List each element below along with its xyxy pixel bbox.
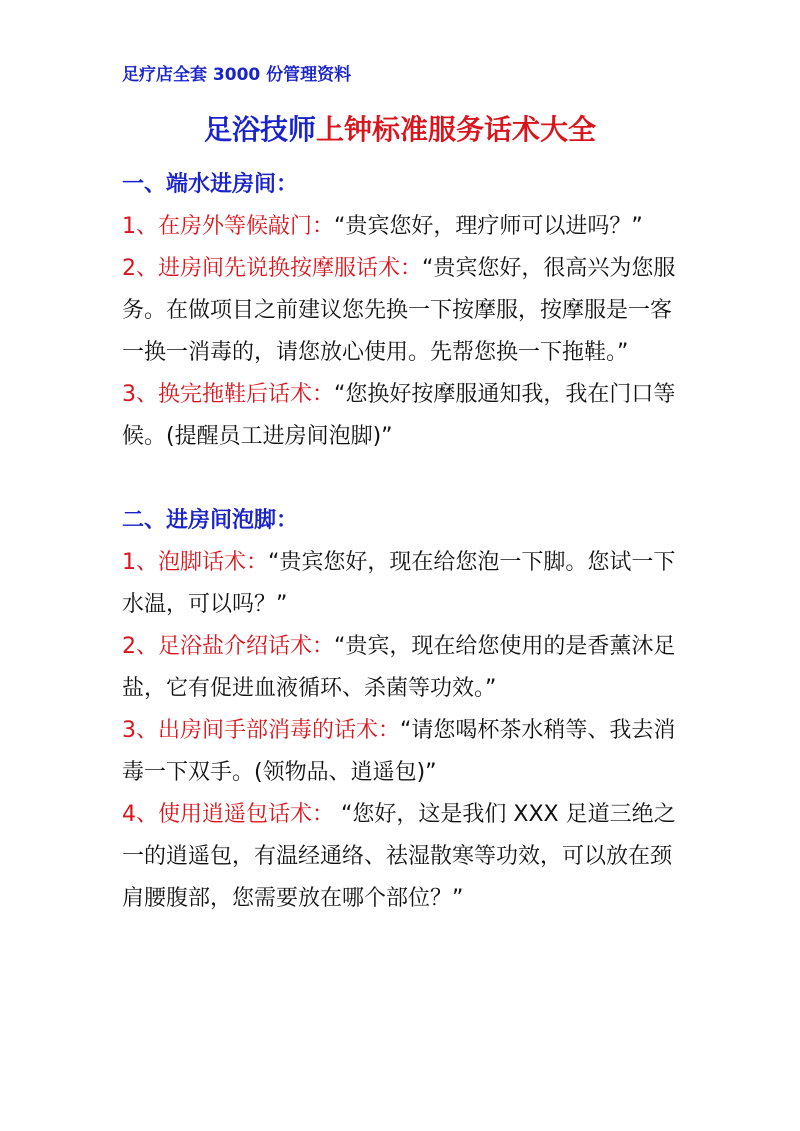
list-item <box>122 710 692 794</box>
top-note: 足疗店全套 3000 份管理资料 <box>122 65 352 85</box>
item-text: “贵宾，现在给您使用的是香薰沐足盐，它有促进血液循环、杀菌等功效。” <box>122 634 676 701</box>
item-text: “您好，这是我们 XXX 足道三绝之一的逍遥包，有温经通络、祛湿散寒等功效，可以放在颈肩腰腹部，您需要放在哪个部位？” <box>122 802 676 911</box>
item-label: 4、使用逍遥包话术： <box>122 802 334 827</box>
page-title <box>0 110 800 150</box>
item-label: 3、出房间手部消毒的话术： <box>122 718 400 743</box>
item-text: “贵宾您好，理疗师可以进吗？” <box>334 214 643 239</box>
section-spacer <box>122 458 692 500</box>
list-item <box>122 374 692 458</box>
item-label: 1、泡脚话术： <box>122 550 268 575</box>
item-label: 1、在房外等候敲门： <box>122 214 334 239</box>
item-label: 3、换完拖鞋后话术： <box>122 382 334 407</box>
document-body <box>122 164 692 920</box>
title-red-part: 上钟标准服务话术大全 <box>316 113 597 146</box>
item-text: “贵宾您好，现在给您泡一下脚。您试一下水温，可以吗？” <box>122 550 676 617</box>
item-label: 2、足浴盐介绍话术： <box>122 634 334 659</box>
list-item <box>122 206 692 248</box>
list-item <box>122 794 692 920</box>
item-text: “贵宾您好，很高兴为您服务。在做项目之前建议您先换一下按摩服，按摩服是一客一换一消毒的，请您放心使用。先帮您换一下拖鞋。” <box>122 256 676 365</box>
title-blue-part: 足浴技师 <box>203 113 316 146</box>
section-heading-2: 二、进房间泡脚： <box>122 508 299 533</box>
item-label: 2、进房间先说换按摩服话术： <box>122 256 422 281</box>
list-item <box>122 626 692 710</box>
list-item <box>122 248 692 374</box>
section-heading-1: 一、端水进房间： <box>122 172 299 197</box>
item-text: “您换好按摩服通知我，我在门口等候。(提醒员工进房间泡脚)” <box>122 382 676 449</box>
item-text: “请您喝杯茶水稍等、我去消毒一下双手。(领物品、逍遥包)” <box>122 718 676 785</box>
list-item <box>122 542 692 626</box>
